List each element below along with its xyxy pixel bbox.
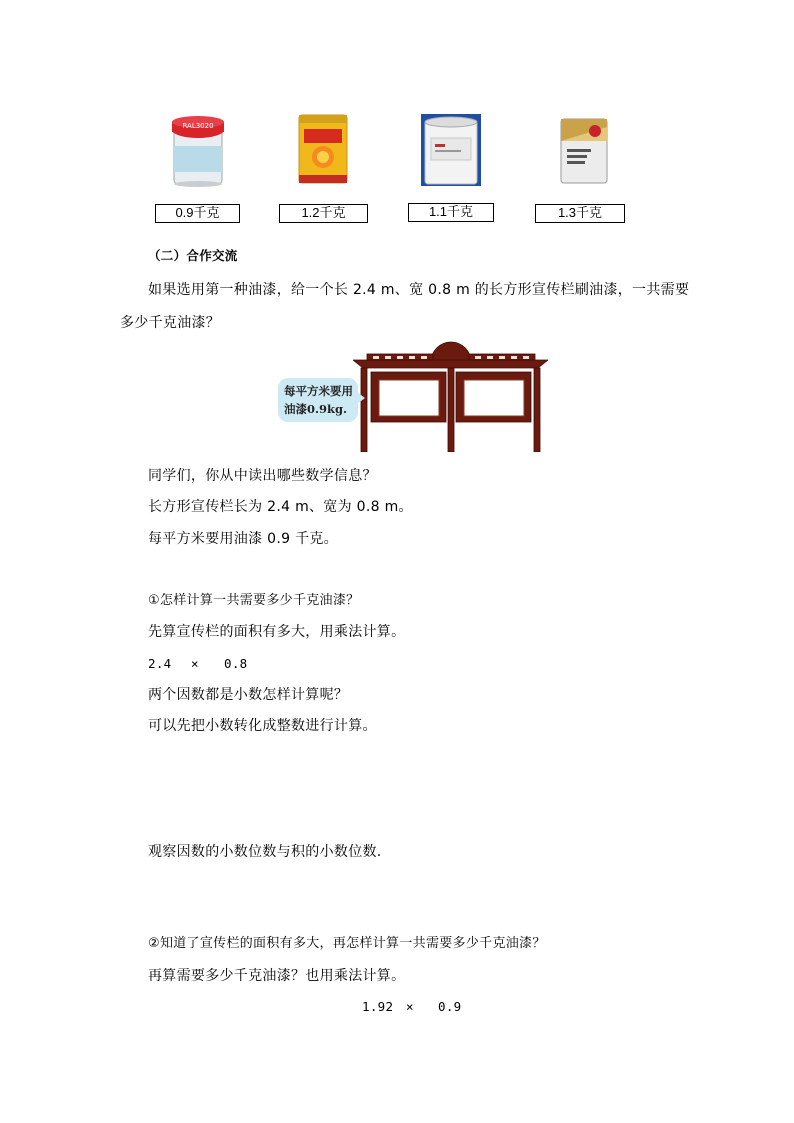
paint-can-1-image <box>168 116 228 188</box>
step1-method: 先算宣传栏的面积有多大，用乘法计算。 <box>148 624 406 640</box>
paint-can-2-image <box>296 111 350 185</box>
step1-observe: 观察因数的小数位数与积的小数位数. <box>148 844 382 860</box>
callout-line-1: 每平方米要用 <box>284 384 353 398</box>
step2-expr-a: 1.92 <box>362 999 394 1014</box>
callout-pointer <box>357 392 365 404</box>
weight-label-3: 1.1千克 <box>408 203 494 222</box>
step1-q2: 两个因数都是小数怎样计算呢？ <box>148 687 349 703</box>
weight-label-2: 1.2千克 <box>279 204 368 223</box>
problem-line-2: 多少千克油漆？ <box>120 315 221 331</box>
step1-op: × <box>191 656 199 671</box>
problem-line-1: 如果选用第一种油漆，给一个长 2.4 m、宽 0.8 m 的长方形宣传栏刷油漆，一共需要 <box>148 282 690 298</box>
step2-method: 再算需要多少千克油漆？也用乘法计算。 <box>148 968 406 984</box>
paint-can-3-image <box>421 114 481 186</box>
step1-expr-b: 0.8 <box>224 656 248 671</box>
info-fact-2: 每平方米要用油漆 0.9 千克。 <box>148 531 338 547</box>
weight-label-1: 0.9千克 <box>155 204 240 223</box>
weight-label-4: 1.3千克 <box>535 204 625 223</box>
can-label-text: RAL3020 <box>182 122 214 130</box>
step2-question: ②知道了宣传栏的面积有多大，再怎样计算一共需要多少千克油漆？ <box>148 936 546 951</box>
billboard-illustration <box>353 340 548 452</box>
step2-op: × <box>406 999 414 1014</box>
info-fact-1: 长方形宣传栏长为 2.4 m、宽为 0.8 m。 <box>148 499 413 515</box>
paint-can-4-image <box>559 117 609 185</box>
info-question: 同学们，你从中读出哪些数学信息？ <box>148 468 377 484</box>
callout-bubble <box>278 378 358 422</box>
callout-line-2: 油漆0.9kg. <box>284 402 348 416</box>
step2-expr-b: 0.9 <box>438 999 462 1014</box>
section-heading: （二）合作交流 <box>148 248 238 263</box>
step1-expr-a: 2.4 <box>148 656 172 671</box>
step1-answer: 可以先把小数转化成整数进行计算。 <box>148 718 377 734</box>
step1-question: ①怎样计算一共需要多少千克油漆？ <box>148 593 360 608</box>
